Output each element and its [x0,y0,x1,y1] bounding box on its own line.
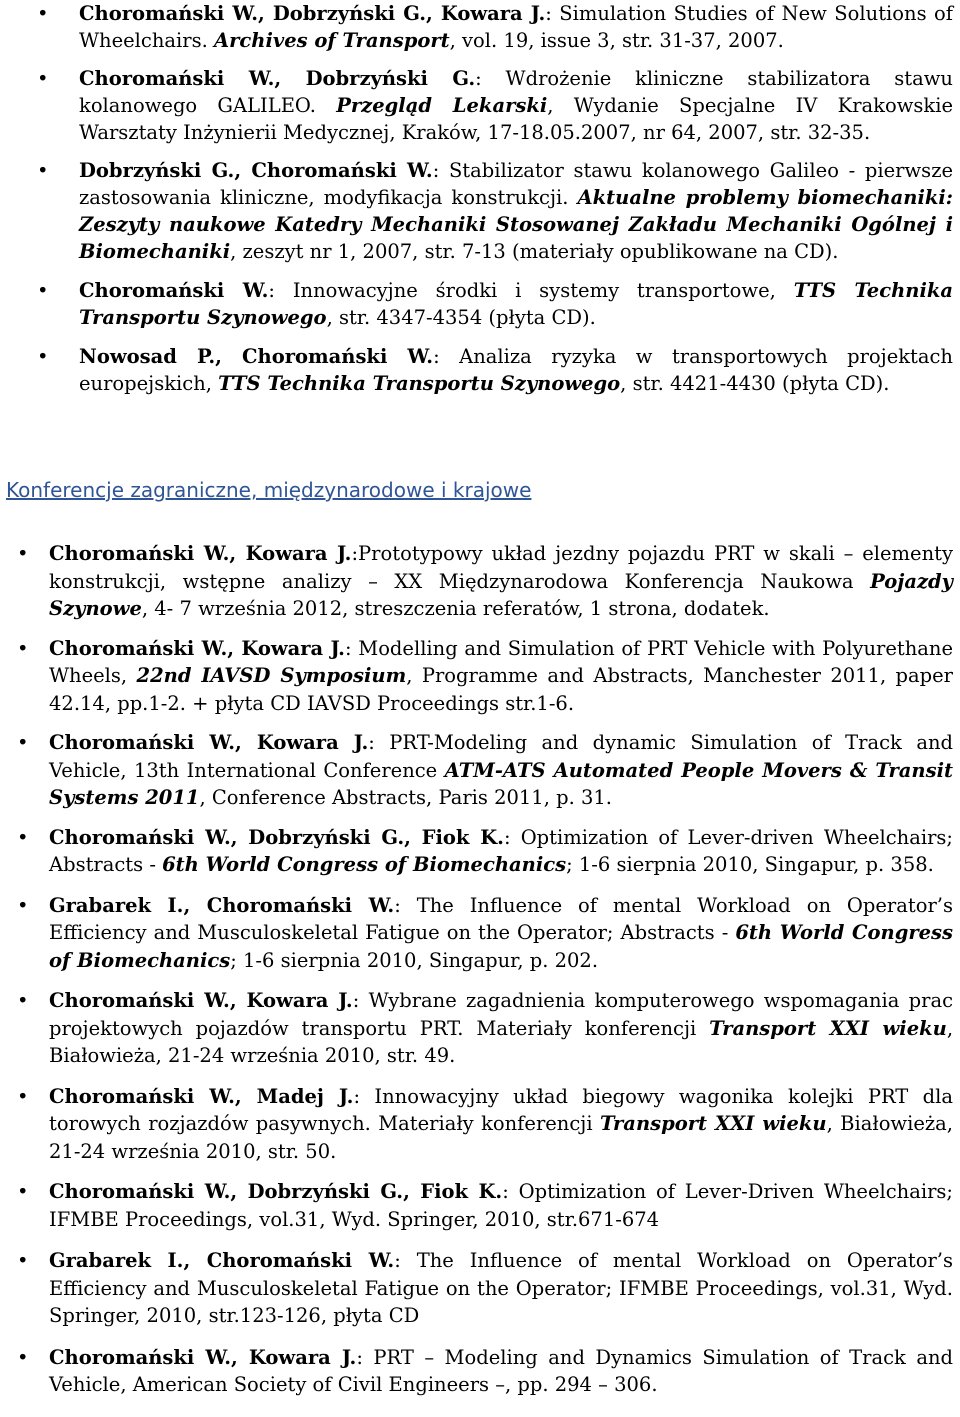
source-title: Transport XXI wieku [599,1112,827,1135]
reference-text: ; 1-6 sierpnia 2010, Singapur, p. 358. [566,853,934,876]
author-name: Choromański W., Kowara J. [49,731,369,754]
reference-text: : Optimization of Lever-driven Wheelchairs; Abstracts - [49,825,953,876]
author-name: Grabarek I., Choromański W. [49,1249,395,1272]
source-title: ATM-ATS Automated People Movers & Transit Systems 2011 [49,758,954,809]
author-name: Choromański W., Kowara J. [49,989,353,1012]
reference-text: , 4- 7 września 2012, streszczenia referatów, 1 strona, dodatek. [141,597,770,620]
source-title: TTS Technika Transportu Szynowego [218,372,621,395]
reference-item [49,635,953,718]
reference-text: , str. 4421-4430 (płyta CD). [620,372,890,395]
reference-text: : Simulation Studies of New Solutions of Wheelchairs. [79,2,953,52]
source-title: 6th World Congress of Biomechanics [49,921,953,972]
source-title: Pojazdy Szynowe [49,569,953,620]
reference-item [49,1178,953,1233]
author-name: Choromański W., Dobrzyński G., Fiok K. [49,825,504,849]
reference-item [79,157,953,265]
source-title: Przegląd Lekarski [336,94,548,117]
author-name: Choromański W. [79,279,269,302]
reference-text: ; 1-6 sierpnia 2010, Singapur, p. 202. [230,948,599,972]
reference-item [49,1247,953,1330]
source-title: Transport XXI wieku [709,1016,947,1040]
reference-item [49,824,953,879]
reference-item [49,1083,953,1166]
reference-text: : The Influence of mental Workload on Operator’s Efficiency and Musculoskeletal Fatigue on the Operator; Abstracts - [49,893,953,944]
author-name: Choromański W., Madej J. [49,1084,354,1108]
reference-item [79,0,953,54]
reference-text: : PRT-Modeling and dynamic Simulation of Track and Vehicle, 13th International Conference [49,731,953,782]
source-title: 22nd IAVSD Symposium [136,664,407,687]
author-name: Choromański W., Kowara J. [49,636,345,660]
reference-item [49,892,953,975]
reference-text: : Stabilizator stawu kolanowego Galileo - pierwsze zastosowania kliniczne, modyfikacja konstrukcji. [79,159,954,209]
source-title: 6th World Congress of Biomechanics [162,853,567,876]
source-title: TTS Technika Transportu Szynowego [79,279,953,329]
reference-text: , Conference Abstracts, Paris 2011, p. 31. [199,786,613,809]
reference-text: , Programme and Abstracts, Manchester 2011, paper 42.14, pp.1-2. + płyta CD IAVSD Proceedings str.1-6. [49,664,953,715]
reference-item [49,729,953,812]
reference-item [79,65,953,146]
reference-item [49,1344,953,1399]
reference-text: , Białowieża, 21-24 września 2010, str. 49. [49,1016,954,1067]
reference-text: : Analiza ryzyka w transportowych projektach europejskich, [79,345,953,395]
reference-text: : Innowacyjne środki i systemy transportowe, [268,279,794,302]
reference-item [79,277,953,331]
reference-text: , Wydanie Specjalne IV Krakowskie Warsztaty Inżynierii Medycznej, Kraków, 17-18.05.2007, nr 64, 2007, str. 32-35. [79,94,954,144]
publication-list [79,0,953,397]
reference-text: : PRT – Modeling and Dynamics Simulation of Track and Vehicle, American Society of Civil Engineers –, pp. 294 – 306. [49,1345,953,1396]
reference-text: , Białowieża, 21-24 września 2010, str. 50. [49,1112,953,1163]
reference-text: : Modelling and Simulation of PRT Vehicle with Polyurethane Wheels, [49,636,953,687]
conference-list [49,540,953,1399]
reference-text: , vol. 19, issue 3, str. 31-37, 2007. [449,29,784,52]
author-name: Choromański W., Dobrzyński G., Kowara J. [79,2,546,25]
reference-text: : The Influence of mental Workload on Operator’s Efficiency and Musculoskeletal Fatigue on the Operator; IFMBE Proceedings, vol.31, Wyd. Springer, 2010, str.123-126, płyta CD [49,1249,953,1327]
source-title: Aktualne problemy biomechaniki: Zeszyty naukowe Katedry Mechaniki Stosowanej Zakładu Mechaniki Ogólnej i Biomechaniki [79,186,953,263]
reference-text: , zeszyt nr 1, 2007, str. 7-13 (materiały opublikowane na CD). [230,240,839,263]
section-heading: Konferencje zagraniczne, międzynarodowe i krajowe [6,478,532,502]
author-name: Choromański W., Kowara J. [49,1345,357,1369]
author-name: Nowosad P., Choromański W. [79,345,434,368]
reference-item [49,540,953,623]
reference-text: : Wdrożenie kliniczne stabilizatora stawu kolanowego GALILEO. [79,67,953,117]
reference-item [79,343,953,397]
author-name: Choromański W., Kowara J. [49,542,352,565]
author-name: Grabarek I., Choromański W. [49,893,395,917]
reference-text: : Wybrane zagadnienia komputerowego wspomagania prac projektowych pojazdów transportu PRT. Materiały konferencji [49,989,953,1040]
reference-text: , str. 4347-4354 (płyta CD). [326,306,596,329]
author-name: Choromański W., Dobrzyński G., Fiok K. [49,1180,503,1203]
reference-text: : Optimization of Lever-Driven Wheelchairs; IFMBE Proceedings, vol.31, Wyd. Springer, 2010, str.671-674 [49,1180,953,1231]
author-name: Dobrzyński G., Choromański W. [79,159,433,182]
reference-item [49,987,953,1070]
reference-text: : Innowacyjny układ biegowy wagonika kolejki PRT dla torowych rozjazdów pasywnych. Materiały konferencji [49,1084,954,1135]
source-title: Archives of Transport [214,29,450,52]
reference-text: :Prototypowy układ jezdny pojazdu PRT w skali – elementy konstrukcji, wstępne analizy – XX Międzynarodowa Konferencja Naukowa [49,542,953,593]
author-name: Choromański W., Dobrzyński G. [79,67,476,90]
